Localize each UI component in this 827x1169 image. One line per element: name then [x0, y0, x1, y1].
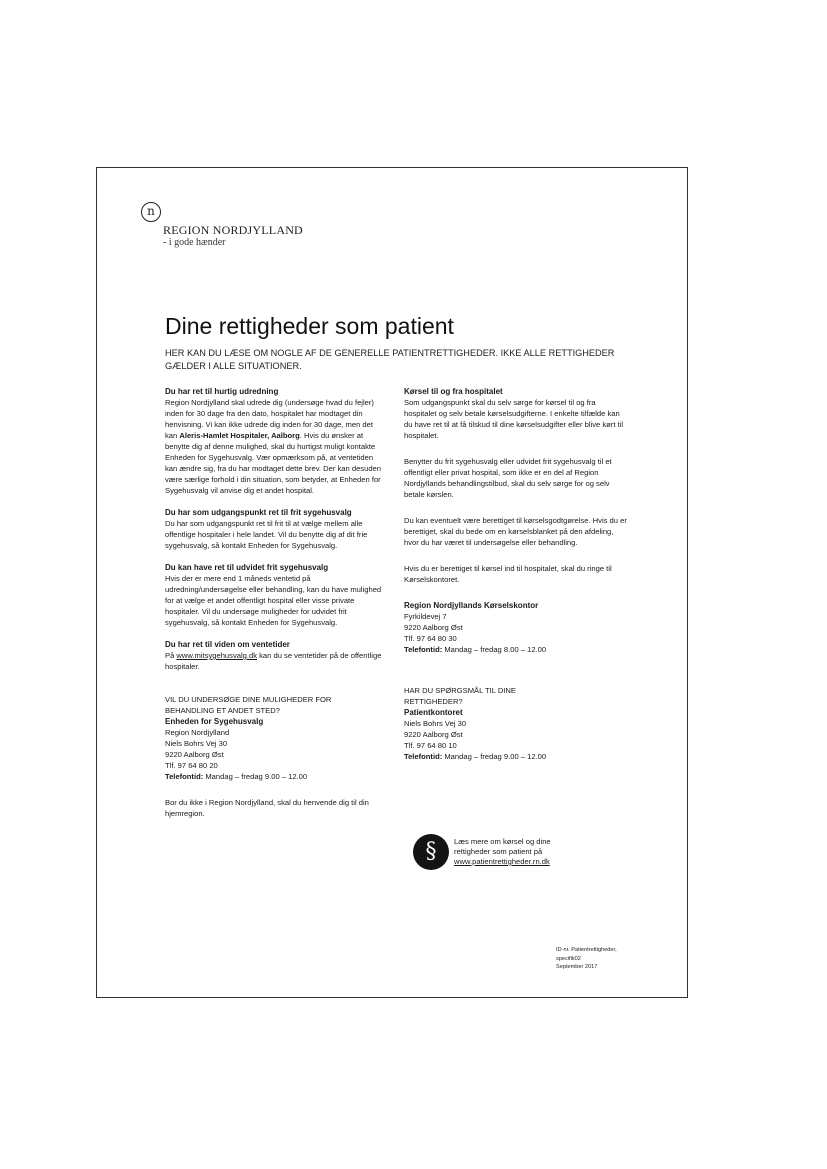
paragraph: Du kan eventuelt være berettiget til kørselsgodtgørelse. Hvis du er berettiget, skal du bede om en kørselsblanket på den afdeling, hvor du har været til undersøgelse eller behandling.: [404, 516, 627, 547]
right-column: [404, 386, 628, 762]
text-part: . Hvis du ønsker at benytte dig af denne mulighed, skal du hurtigst muligt kontakte Enheden for Sygehusvalg. Vær opmærksom på, at ventetiden kan ændre sig, fra du har modtaget dette brev. Der kan desuden være særlige forhold i din situation, som betyder, at Enheden for Sygehusvalg vil anvise dig et andet hospital.: [165, 431, 381, 495]
document-id: [556, 946, 666, 972]
section-heading: Kørsel til og fra hospitalet: [404, 387, 503, 396]
contact-phone: Tlf. 97 64 80 20: [165, 761, 218, 770]
section-text: Hvis der er mere end 1 måneds ventetid på udredning/undersøgelse eller behandling, kan du have mulighed for at vælge et andet offentligt hospital eller visse private hospitaler. Vil du undersøge muligheder for udvidet frit sygehusvalg, så kontakt Enheden for Sygehusvalg.: [165, 574, 382, 627]
section-heading: Du kan have ret til udvidet frit sygehusvalg: [165, 563, 329, 572]
section-text: [165, 650, 383, 672]
contact-phone: Tlf. 97 64 80 10: [404, 741, 457, 750]
hours-label: Telefontid:: [404, 645, 443, 654]
paragraph: Hvis du er berettiget til kørsel ind til hospitalet, skal du ringe til Kørselskontoret.: [404, 564, 612, 584]
region-tagline: - i gode hænder: [163, 237, 226, 248]
question-heading: HAR DU SPØRGSMÅL TIL DINE RETTIGHEDER?: [404, 686, 516, 706]
contact-line: Region Nordjylland: [165, 728, 230, 737]
contact-hours: [404, 644, 628, 655]
section-heading: Du har ret til viden om ventetider: [165, 640, 290, 649]
contact-line: 9220 Aalborg Øst: [165, 750, 224, 759]
region-name: REGION NORDJYLLAND: [163, 223, 303, 237]
contact-hours: [404, 751, 628, 762]
info-text: [454, 837, 604, 867]
section-text: [165, 397, 383, 496]
question-heading: VIL DU UNDERSØGE DINE MULIGHEDER FOR BEHANDLING ET ANDET STED?: [165, 695, 332, 715]
hours-value: Mandag – fredag 9.00 – 12.00: [442, 752, 547, 761]
contact-koerselskontor: [404, 600, 628, 655]
contact-phone: Tlf. 97 64 80 30: [404, 634, 457, 643]
info-line: Læs mere om kørsel og dine: [454, 837, 551, 846]
patientrettigheder-link[interactable]: www.patientrettigheder.rn.dk: [454, 857, 550, 866]
hours-label: Telefontid:: [165, 772, 204, 781]
region-logo-icon: n: [141, 202, 161, 222]
contact-lines: [165, 727, 383, 782]
contact-line: 9220 Aalborg Øst: [404, 730, 463, 739]
document-id-line: ID-nr. Patientrettigheder,: [556, 947, 617, 953]
contact-enheden-for-sygehusvalg: [165, 716, 383, 782]
page-title: Dine rettigheder som patient: [165, 313, 454, 339]
footer-note: Bor du ikke i Region Nordjylland, skal du henvende dig til din hjemregion.: [165, 798, 369, 818]
contact-heading: Region Nordjyllands Kørselskontor: [404, 601, 539, 610]
paragraph-sign-icon: §: [413, 834, 449, 870]
document-date: September 2017: [556, 964, 598, 971]
page-subtitle: HER KAN DU LÆSE OM NOGLE AF DE GENERELLE PATIENTRETTIGHEDER. IKKE ALLE RETTIGHEDER GÆLDER I ALLE SITUATIONER.: [165, 348, 615, 371]
hospital-name: Aleris-Hamlet Hospitaler, Aalborg: [179, 431, 300, 440]
contact-hours: [165, 771, 383, 782]
section-udvidet-sygehusvalg: [165, 562, 383, 628]
contact-line: 9220 Aalborg Øst: [404, 623, 463, 632]
section-text: Du har som udgangspunkt ret til frit til at vælge mellem alle offentlige hospitaler i hele landet. Vil du benytte dig af dit frie sygehusvalg, så kontakt Enheden for Sygehusvalg.: [165, 519, 368, 550]
contact-line: Niels Bohrs Vej 30: [165, 739, 228, 748]
section-text: Som udgangspunkt skal du selv sørge for kørsel til og fra hospitalet og selv betale kørselsudgifterne. I enkelte tilfælde kan du have ret til at få tilskud til dine kørselsudgifter eller blive kørt til hospitalet.: [404, 398, 624, 440]
contact-lines: [404, 611, 628, 655]
contact-heading: Enheden for Sygehusvalg: [165, 717, 264, 726]
section-koersel: [404, 386, 628, 441]
hours-value: Mandag – fredag 9.00 – 12.00: [203, 772, 308, 781]
text-part: Region Nordjylland skal udrede dig (undersøge hvad du fejler) inden for 30 dage fra den dato, hospitalet har modtaget din henvisning. Vi kan ikke udrede dig inden for 30 dage, men det kan: [165, 398, 374, 440]
info-line: rettigheder som patient på: [454, 847, 543, 856]
section-frit-sygehusvalg: [165, 507, 383, 551]
section-heading: Du har som udgangspunkt ret til frit sygehusvalg: [165, 508, 352, 517]
document-id-line: specifik02: [556, 955, 581, 962]
info-box: [413, 833, 603, 873]
contact-patientkontoret: [404, 707, 628, 762]
contact-line: Niels Bohrs Vej 30: [404, 719, 467, 728]
paragraph: Benytter du frit sygehusvalg eller udvidet frit sygehusvalg til et offentligt eller privat hospital, som ikke er en del af Region Nordjyllands behandlingstilbud, skal du selv sørge for og selv betale kørslen.: [404, 457, 612, 499]
section-heading: Du har ret til hurtig udredning: [165, 387, 279, 396]
contact-lines: [404, 718, 628, 762]
hours-label: Telefontid:: [404, 752, 443, 761]
contact-line: Fyrkildevej 7: [404, 612, 447, 621]
mitsygehusvalg-link[interactable]: www.mitsygehusvalg.dk: [176, 651, 258, 660]
left-column: [165, 386, 383, 819]
contact-heading: Patientkontoret: [404, 708, 463, 717]
text-part: kan du se ventetider på de offentlige hospitaler.: [165, 651, 382, 671]
hours-value: Mandag – fredag 8.00 – 12.00: [442, 645, 547, 654]
section-ventetider: [165, 639, 383, 672]
text-part: På: [165, 651, 177, 660]
section-hurtig-udredning: [165, 386, 383, 496]
